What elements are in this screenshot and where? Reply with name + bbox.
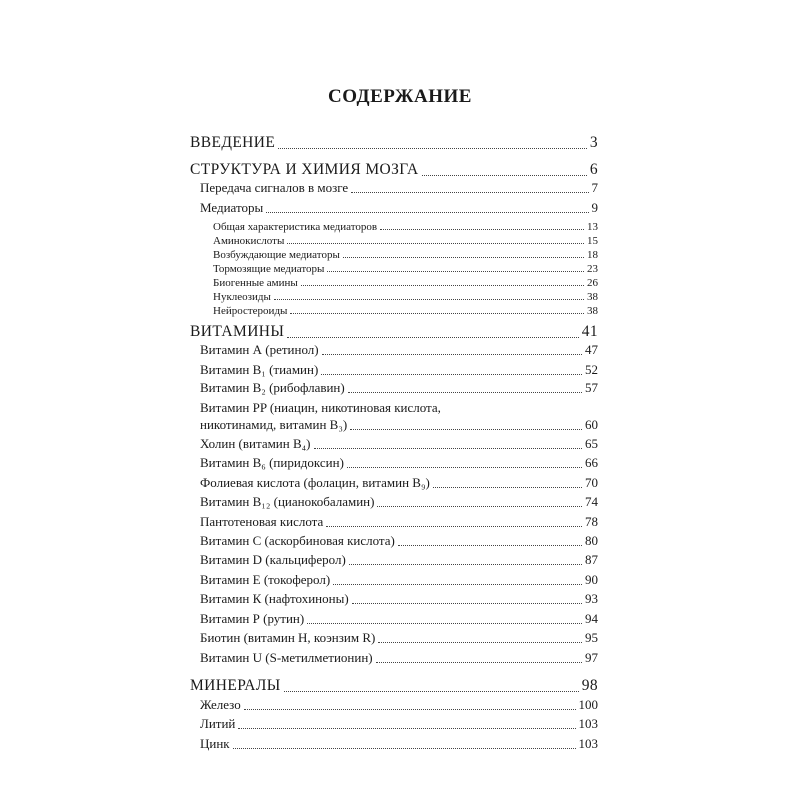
toc-entry[interactable] — [200, 552, 598, 568]
toc-entry[interactable] — [213, 249, 598, 261]
dot-leader — [351, 192, 588, 193]
toc-entry[interactable] — [200, 611, 598, 627]
toc-entry[interactable] — [213, 263, 598, 275]
dot-leader — [322, 354, 582, 355]
toc-page-number: 100 — [578, 697, 598, 712]
dot-leader — [377, 506, 582, 507]
toc-entry[interactable] — [200, 475, 598, 491]
toc-page-number: 38 — [587, 291, 598, 303]
toc-page-number: 78 — [585, 514, 598, 529]
toc-entry[interactable] — [213, 305, 598, 317]
toc-entry[interactable] — [200, 342, 598, 358]
dot-leader — [326, 526, 582, 527]
dot-leader — [348, 392, 582, 393]
dot-leader — [314, 448, 582, 449]
toc-entry[interactable] — [200, 650, 598, 666]
dot-leader — [287, 337, 578, 338]
toc-label: Медиаторы — [200, 200, 264, 215]
toc-entry[interactable] — [200, 436, 598, 452]
dot-leader — [266, 212, 588, 213]
dot-leader — [238, 728, 575, 729]
toc-page-number: 23 — [587, 263, 598, 275]
dot-leader — [398, 545, 582, 546]
toc-page-number: 65 — [585, 436, 598, 451]
toc-label: Биогенные амины — [213, 277, 298, 289]
toc-entry[interactable] — [200, 180, 598, 196]
toc-label: Холин (витамин B₄) — [200, 436, 311, 451]
dot-leader — [352, 603, 582, 604]
dot-leader — [327, 271, 584, 272]
toc-entry[interactable] — [200, 514, 598, 530]
toc-page-number: 93 — [585, 591, 598, 606]
dot-leader — [347, 467, 582, 468]
toc-page-number: 9 — [591, 200, 598, 215]
toc-page-number: 97 — [585, 650, 598, 665]
toc-label: Аминокислоты — [213, 235, 285, 247]
dot-leader — [343, 257, 584, 258]
dot-leader — [349, 564, 582, 565]
toc-entry[interactable] — [200, 736, 598, 752]
dot-leader — [378, 642, 582, 643]
toc-page-number: 18 — [587, 249, 598, 261]
toc-label: Биотин (витамин Н, коэнзим R) — [200, 630, 376, 645]
toc-page-number: 52 — [585, 362, 598, 377]
toc-entry[interactable] — [200, 200, 598, 216]
dot-leader — [284, 691, 579, 692]
toc-page-number: 74 — [585, 494, 598, 509]
toc-entry[interactable] — [200, 716, 598, 732]
toc-label: Цинк — [200, 736, 230, 751]
toc-label: Общая характеристика медиаторов — [213, 221, 378, 233]
toc-label: никотинамид, витамин B₃) — [200, 417, 348, 432]
toc-label: Витамин U (S-метилметионин) — [200, 650, 373, 665]
toc-page-number: 98 — [581, 677, 598, 694]
dot-leader — [350, 429, 582, 430]
toc-label: Витамин B₁₂ (цианокобаламин) — [200, 494, 375, 509]
dot-leader — [233, 748, 576, 749]
toc-label: Витамин К (нафтохиноны) — [200, 591, 349, 606]
dot-leader — [307, 623, 582, 624]
toc-page-number: 95 — [585, 630, 598, 645]
toc-label: Нейростероиды — [213, 305, 288, 317]
toc-page-number: 70 — [585, 475, 598, 490]
toc-label: СТРУКТУРА И ХИМИЯ МОЗГА — [190, 161, 419, 178]
toc-page-number: 60 — [585, 417, 598, 432]
toc-entry-vitamins[interactable] — [190, 323, 598, 341]
dot-leader — [274, 299, 584, 300]
toc-entry-introduction[interactable] — [190, 134, 598, 152]
toc-label: Витамин Е (токоферол) — [200, 572, 331, 587]
toc-entry[interactable] — [200, 533, 598, 549]
toc-label: Передача сигналов в мозге — [200, 180, 349, 195]
dot-leader — [321, 374, 582, 375]
toc-label: Витамин D (кальциферол) — [200, 552, 346, 567]
toc-entry[interactable] — [213, 291, 598, 303]
toc-entry[interactable] — [200, 362, 598, 378]
toc-page-number: 41 — [581, 323, 598, 340]
toc-page-number: 7 — [591, 180, 598, 195]
dot-leader — [380, 229, 584, 230]
toc-page-number: 38 — [587, 305, 598, 317]
toc-label: МИНЕРАЛЫ — [190, 677, 281, 694]
toc-entry[interactable] — [200, 494, 598, 510]
toc-page-number: 3 — [589, 134, 598, 151]
toc-entry[interactable] — [213, 235, 598, 247]
dot-leader — [301, 285, 584, 286]
toc-label: Возбуждающие медиаторы — [213, 249, 340, 261]
toc-label: ВИТАМИНЫ — [190, 323, 285, 340]
toc-page-number: 15 — [587, 235, 598, 247]
dot-leader — [290, 313, 584, 314]
dot-leader — [244, 709, 576, 710]
toc-page-number: 90 — [585, 572, 598, 587]
toc-page-number: 47 — [585, 342, 598, 357]
dot-leader — [422, 175, 587, 176]
toc-page-number: 87 — [585, 552, 598, 567]
toc-label: Витамин B₁ (тиамин) — [200, 362, 319, 377]
dot-leader — [278, 148, 587, 149]
dot-leader — [433, 487, 582, 488]
toc-label: Витамин B₂ (рибофлавин) — [200, 380, 345, 395]
toc-entry[interactable] — [200, 572, 598, 588]
toc-page-number: 57 — [585, 380, 598, 395]
toc-label: Витамин B₆ (пиридоксин) — [200, 455, 344, 470]
toc-entry-minerals[interactable] — [190, 677, 598, 695]
toc-page-number: 26 — [587, 277, 598, 289]
toc-label: Нуклеозиды — [213, 291, 271, 303]
toc-entry[interactable] — [213, 221, 598, 233]
toc-label: Витамин А (ретинол) — [200, 342, 319, 357]
toc-page-number: 66 — [585, 455, 598, 470]
toc-label: Пантотеновая кислота — [200, 514, 324, 529]
toc-entry-first-line: Витамин PP (ниацин, никотиновая кислота, — [200, 400, 441, 415]
toc-page-number: 94 — [585, 611, 598, 626]
toc-page-number: 80 — [585, 533, 598, 548]
toc-label: Железо — [200, 697, 241, 712]
toc-page-number: 103 — [578, 736, 598, 751]
toc-page-number: 6 — [589, 161, 598, 178]
toc-entry-brain-structure[interactable] — [190, 161, 598, 179]
toc-entry[interactable] — [200, 591, 598, 607]
toc-entry[interactable] — [200, 630, 598, 646]
dot-leader — [333, 584, 582, 585]
toc-label: Витамин Р (рутин) — [200, 611, 305, 626]
toc-label: Тормозящие медиаторы — [213, 263, 325, 275]
toc-entry[interactable] — [200, 417, 598, 433]
page-title: СОДЕРЖАНИЕ — [328, 86, 472, 107]
toc-entry[interactable] — [213, 277, 598, 289]
toc-label: Литий — [200, 716, 236, 731]
toc-page-number: 103 — [578, 716, 598, 731]
dot-leader — [376, 662, 582, 663]
toc-label: Фолиевая кислота (фолацин, витамин B₉) — [200, 475, 430, 490]
toc-page-number: 13 — [587, 221, 598, 233]
toc-entry[interactable] — [200, 697, 598, 713]
toc-label: ВВЕДЕНИЕ — [190, 134, 276, 151]
dot-leader — [287, 243, 584, 244]
toc-entry[interactable] — [200, 380, 598, 396]
toc-entry[interactable] — [200, 455, 598, 471]
toc-label: Витамин С (аскорбиновая кислота) — [200, 533, 395, 548]
